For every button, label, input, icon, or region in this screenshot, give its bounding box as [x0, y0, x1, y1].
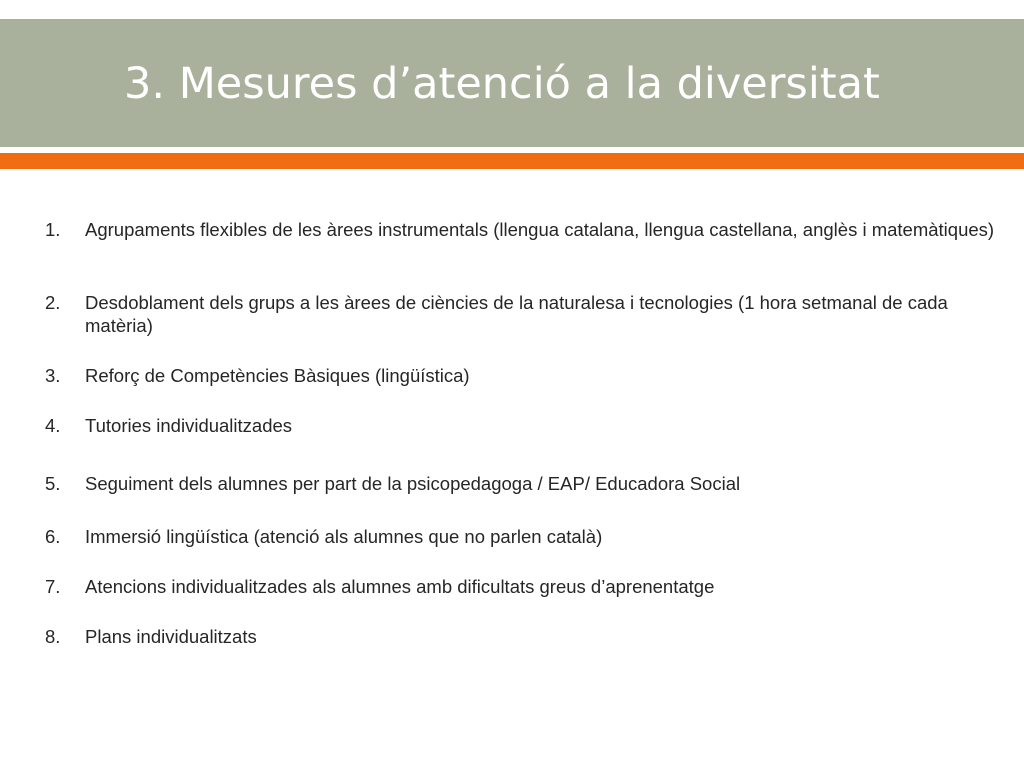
list-item	[45, 625, 995, 648]
list-item-number: 2.	[45, 292, 61, 313]
list-item-text: Plans individualitzats	[85, 626, 257, 647]
list-item	[45, 414, 995, 437]
list-item-number: 6.	[45, 526, 61, 547]
list-item-text: Desdoblament dels grups a les àrees de ciències de la naturalesa i tecnologies (1 hora setmanal de cada matèria)	[85, 292, 948, 336]
list-item	[45, 291, 995, 337]
list-item-text: Tutories individualitzades	[85, 415, 293, 436]
slide-title: 3. Mesures d’atenció a la diversitat	[124, 59, 880, 109]
list-item	[45, 472, 995, 495]
list-item-text: Agrupaments flexibles de les àrees instrumentals (llengua catalana, llengua castellana, anglès i matemàtiques)	[85, 219, 995, 240]
list-item	[45, 364, 995, 387]
list-item-text: Reforç de Competències Bàsiques (lingüística)	[85, 365, 470, 386]
accent-bar	[0, 153, 1024, 169]
list-item-text: Atencions individualitzades als alumnes amb dificultats greus d’aprenentatge	[85, 576, 715, 597]
list-item	[45, 525, 995, 548]
list-item-number: 3.	[45, 365, 61, 386]
list-item	[45, 575, 995, 598]
list-item-text: Immersió lingüística (atenció als alumnes que no parlen català)	[85, 526, 603, 547]
list-item	[45, 218, 995, 241]
list-item-number: 7.	[45, 576, 61, 597]
list-item-text: Seguiment dels alumnes per part de la psicopedagoga / EAP/ Educadora Social	[85, 473, 741, 494]
list-item-number: 5.	[45, 473, 61, 494]
list-item-number: 8.	[45, 626, 61, 647]
list-item-number: 1.	[45, 219, 61, 240]
list-item-number: 4.	[45, 415, 61, 436]
